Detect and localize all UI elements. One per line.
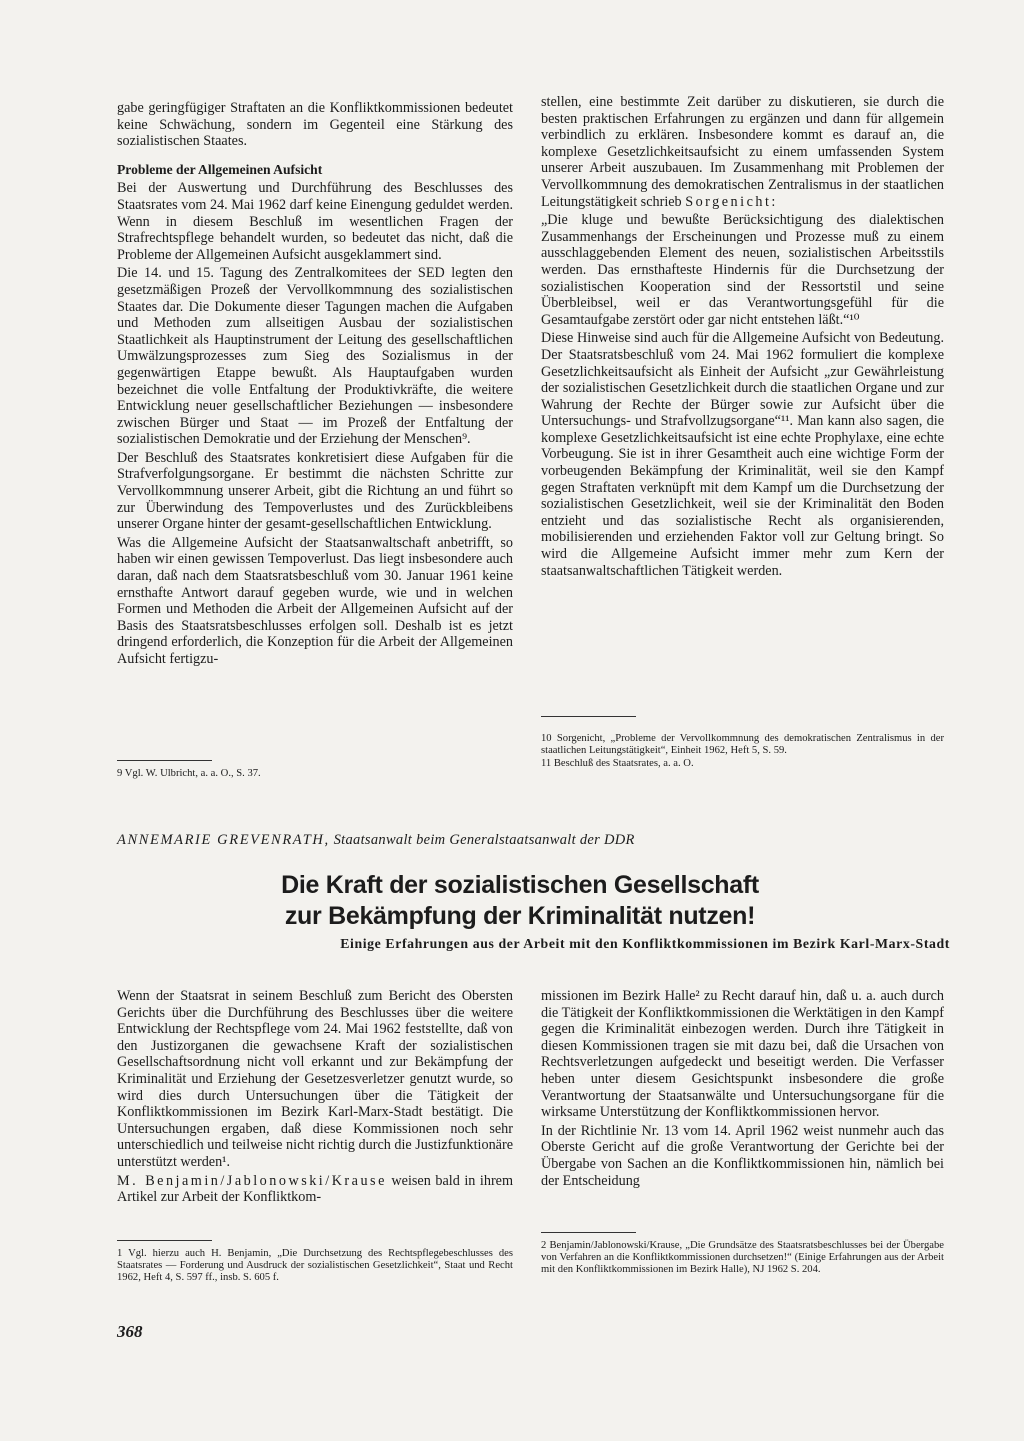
title-line: zur Bekämpfung der Kriminalität nutzen! bbox=[284, 902, 756, 930]
body-paragraph: missionen im Bezirk Halle² zu Recht darauf hin, daß u. a. auch durch die Tätigkeit der Konfliktkommissionen die Werktätigen in den Kampf gegen die Kriminalität einbezogen werden. Durch ihre Tätigkeit in diesen Kommissionen tragen sie mit dazu bei, daß die Ursachen von Rechtsverletzungen aufgedeckt und beseitigt werden. Die Verfasser heben unter diesem Gesichtspunkt insbesondere die große Verantwortung der Staatsanwälte und Untersuchungsorgane für die wirksame Unterstützung der Konfliktkommissionen hervor. bbox=[541, 988, 944, 1121]
body-paragraph: M. Benjamin/Jablonowski/Krause weisen bald in ihrem Artikel zur Arbeit der Konfliktkom- bbox=[117, 1172, 514, 1206]
article-subtitle: Einige Erfahrungen aus der Arbeit mit den Konfliktkommissionen im Bezirk Karl-Marx-Stadt bbox=[340, 936, 950, 951]
lower-right-column bbox=[541, 988, 944, 1189]
footnote: 1 Vgl. hierzu auch H. Benjamin, „Die Durchsetzung des Rechtspflegebeschlusses des Staatsrates — Forderung und Ausdruck der sozialistischen Gesetzlichkeit“, Staat und Recht 1962, Heft 4, S. 597 ff., insb. S. 605 f. bbox=[117, 1248, 513, 1284]
spaced-author-names: M. Benjamin/Jablonowski/Krause bbox=[117, 1172, 387, 1189]
body-paragraph: Die 14. und 15. Tagung des Zentralkomitees der SED legten den gesetzmäßigen Prozeß der Vervollkommnung des sozialistischen Staates dar. Die Dokumente dieser Tagungen machen die Aufgaben und Methoden zum allseitigen Ausbau der sozialistischen Staatlichkeit als Hauptinstrument der Leitung des gesellschaftlichen Umwälzungsprozesses zum Sieg des Sozialismus in der gegenwärtigen Etappe bewußt. Als Hauptaufgaben wurden bezeichnet die volle Entfaltung der Produktivkräfte, die weitere Entwicklung neuer gesellschaftlicher Beziehungen — insbesondere zwischen Bürger und Staat — im Prozeß der Entfaltung der sozialistischen Demokratie und der Erziehung der Menschen⁹. bbox=[117, 265, 513, 448]
upper-left-footnotes bbox=[117, 768, 513, 780]
footnote-rule bbox=[117, 1240, 212, 1241]
body-paragraph: stellen, eine bestimmte Zeit darüber zu diskutieren, sie durch die besten praktischen Erfahrungen zu ergänzen und dann für allgemein verbindlich zu erklären. Insbesondere kommt es darauf an, die komplexe Gesetzlichkeitsaufsicht zu einem umfassenden System unserer Arbeit auszubauen. Im Zusammenhang mit Problemen der Vervollkommnung des demokratischen Zentralismus in der staatlichen Leitungstätigkeit schrieb Sorgenicht: bbox=[541, 94, 944, 210]
footnote-rule bbox=[117, 760, 212, 761]
footnote: 11 Beschluß des Staatsrates, a. a. O. bbox=[541, 758, 694, 770]
footnote: 2 Benjamin/Jablonowski/Krause, „Die Grundsätze des Staatsratsbeschlusses bei der Übergabe von Verfahren an die Konfliktkommissionen durchsetzen!“ (Einige Erfahrungen aus der Arbeit mit den Konfliktkommissionen im Bezirk Halle), NJ 1962 S. 204. bbox=[541, 1240, 944, 1276]
body-paragraph: Was die Allgemeine Aufsicht der Staatsanwaltschaft anbetrifft, so haben wir einen gewissen Tempoverlust. Das liegt insbesondere auch daran, daß nach dem Staatsratsbeschluß vom 30. Januar 1961 keine ernsthafte Antwort darauf gegeben wurde, wie und in welchen Formen und Methoden die Arbeit der Allgemeinen Aufsicht auf der Basis des Staatsratsbeschlusses erfolgen soll. Deshalb ist es jetzt dringend erforderlich, die Konzeption für die Arbeit der Allgemeinen Aufsicht fertigzu- bbox=[117, 534, 513, 667]
lower-left-column bbox=[117, 988, 513, 1206]
body-paragraph: Diese Hinweise sind auch für die Allgemeine Aufsicht von Bedeutung. Der Staatsratsbeschluß vom 24. Mai 1962 formuliert die komplexe Gesetzlichkeitsaufsicht als Einheit der Aufsicht „zur Gewährleistung der sozialistischen Gesetzlichkeit durch die staatlichen Organe und zur Wahrung der Rechte der Bürger sowie zur Aufsicht über die Untersuchungs- und Strafvollzugsorgane“¹¹. Man kann also sagen, die komplexe Gesetzlichkeitsaufsicht ist eine echte Prophylaxe, eine echte Vorbeugung. Sie ist in ihrer Gesamtheit auch eine wichtige Form der vorbeugenden Bekämpfung der Kriminalität, weil sie den Kampf gegen Straftaten verknüpft mit dem Kampf um die Durchsetzung der sozialistischen Gesetzlichkeit, weil sie der Kriminalität den Boden entzieht und das sozialistische Recht als organisierenden, mobilisierenden und erziehenden Faktor voll zur Geltung bringt. So wird die Allgemeine Aufsicht immer mehr zum Kern der staatsanwaltschaftlichen Tätigkeit werden. bbox=[541, 330, 944, 579]
spaced-author-name: Sorgenicht: bbox=[685, 193, 778, 210]
footnote-rule bbox=[541, 716, 636, 717]
upper-right-footnotes bbox=[541, 733, 944, 771]
section-heading: Probleme der Allgemeinen Aufsicht bbox=[117, 161, 323, 177]
body-paragraph: gabe geringfügiger Straftaten an die Konfliktkommissionen bedeutet keine Schwächung, sondern im Gegenteil eine Stärkung des sozialistischen Staates. bbox=[117, 100, 513, 150]
upper-left-column bbox=[117, 100, 513, 668]
body-paragraph: Bei der Auswertung und Durchführung des Beschlusses des Staatsrates vom 24. Mai 1962 darf keine Einengung geduldet werden. Wenn in diesem Beschluß im wesentlichen Fragen der Strafrechtspflege behandelt wurden, so bedeutet das nicht, daß die Probleme der Allgemeinen Aufsicht ausgeklammert sind. bbox=[117, 180, 513, 263]
footnote: 10 Sorgenicht, „Probleme der Vervollkommnung des demokratischen Zentralismus in der staatlichen Leitungstätigkeit“, Einheit 1962, Heft 5, S. 59. bbox=[541, 733, 944, 757]
title-line: Die Kraft der sozialistischen Gesellschaft bbox=[281, 871, 759, 899]
body-paragraph: Der Beschluß des Staatsrates konkretisiert diese Aufgaben für die Strafverfolgungsorgane. Er bestimmt die nächsten Schritte zur Vervollkommnung unserer Arbeit, gibt die Richtung an und führt so zur Überwindung des Tempoverlustes und des Zurückbleibens unserer Organe hinter der gesamt-gesellschaftlichen Entwicklung. bbox=[117, 449, 513, 533]
author-line bbox=[117, 832, 837, 849]
footnote: 9 Vgl. W. Ulbricht, a. a. O., S. 37. bbox=[117, 768, 261, 779]
block-quote: „Die kluge und bewußte Berücksichtigung des dialektischen Zusammenhangs der Erscheinungen und Prozesse muß zu einem ausschlaggebenden Element des neuen, sozialistischen Arbeitsstils werden. Das ernsthafteste Hindernis für die Durchsetzung der sozialistischen Kooperation sind der Ressortstil und seine Überbleibsel, weil er das Verantwortungsgefühl für die Gesamtaufgabe zerstört oder gar nicht entstehen läßt.“¹⁰ bbox=[541, 212, 944, 328]
body-paragraph: In der Richtlinie Nr. 13 vom 14. April 1962 weist nunmehr auch das Oberste Gericht auf die große Verantwortung der Gerichte bei der Übergabe von Sachen an die Konfliktkommissionen hin, nämlich bei der Entscheidung bbox=[541, 1122, 944, 1189]
page-number: 368 bbox=[117, 1322, 143, 1341]
author-role: Staatsanwalt beim Generalstaatsanwalt der DDR bbox=[333, 832, 635, 848]
upper-right-column bbox=[541, 94, 944, 579]
footnote-rule bbox=[541, 1232, 636, 1233]
author-name: ANNEMARIE GREVENRATH, bbox=[117, 832, 330, 848]
article-title bbox=[200, 870, 840, 932]
lower-right-footnotes bbox=[541, 1240, 944, 1277]
lower-left-footnotes bbox=[117, 1248, 513, 1285]
body-paragraph: Wenn der Staatsrat in seinem Beschluß zum Bericht des Obersten Gerichts über die Durchführung des Beschlusses über die weitere Entwicklung der Rechtspflege vom 24. Mai 1962 feststellte, daß von den Justizorganen die gewachsene Kraft der sozialistischen Gesellschaftsordnung nicht voll erkannt und zur Bekämpfung der Kriminalität und Erziehung der Gesetzesverletzer genutzt wurde, so wird dies durch Untersuchungen über die Tätigkeit der Konfliktkommissionen im Bezirk Karl-Marx-Stadt bestätigt. Die Untersuchungen ergaben, daß diese Kommissionen noch sehr unterschiedlich und teilweise nicht richtig durch die Justizfunktionäre unterstützt werden¹. bbox=[117, 988, 513, 1170]
